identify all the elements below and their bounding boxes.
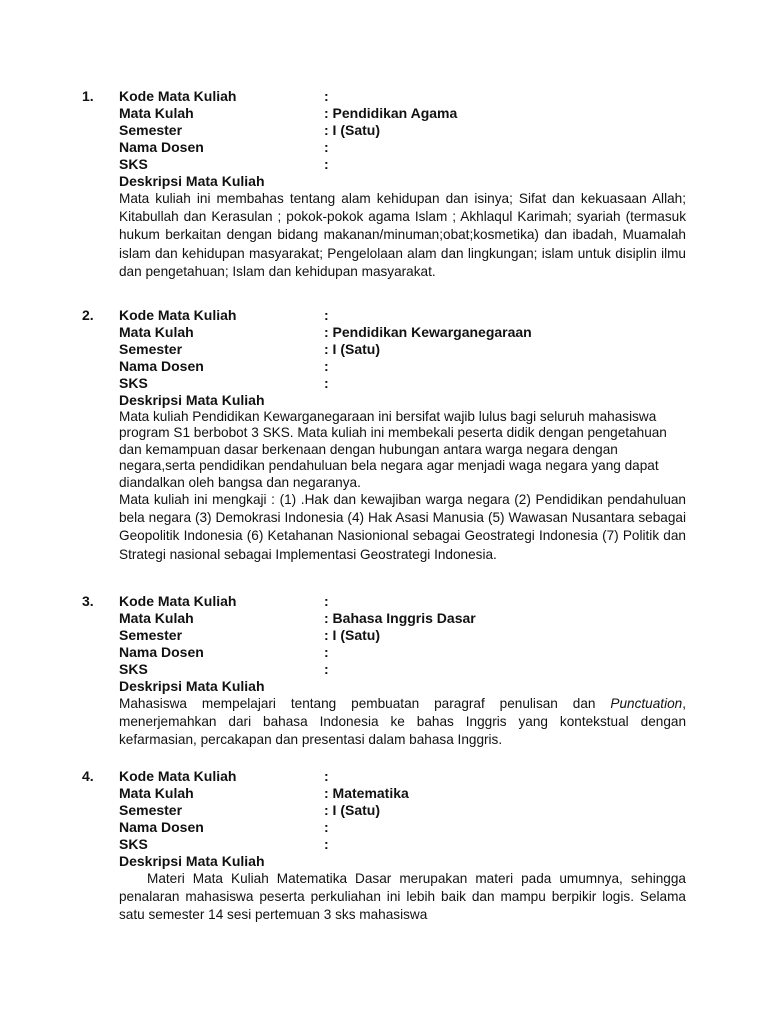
field-value-semester: : I (Satu) xyxy=(324,122,380,138)
description-title: Deskripsi Mata Kuliah xyxy=(119,173,265,189)
field-value-dosen: : xyxy=(324,644,329,660)
field-label-kode: Kode Mata Kuliah xyxy=(119,307,237,323)
field-kode-row xyxy=(119,768,686,785)
field-semester-row xyxy=(119,802,686,819)
field-label-sks: SKS xyxy=(119,836,148,852)
field-label-sks: SKS xyxy=(119,156,148,172)
field-kode-row xyxy=(119,593,686,610)
field-dosen-row xyxy=(119,644,686,661)
course-number: 3. xyxy=(82,593,94,609)
field-dosen-row xyxy=(119,139,686,156)
field-sks-row xyxy=(119,375,686,392)
course-number: 1. xyxy=(82,88,94,104)
field-dosen-row xyxy=(119,358,686,375)
field-value-semester: : I (Satu) xyxy=(324,802,380,818)
field-label-kode: Kode Mata Kuliah xyxy=(119,593,237,609)
field-sks-row xyxy=(119,156,686,173)
field-semester-row xyxy=(119,122,686,139)
field-value-sks: : xyxy=(324,156,329,172)
course-number: 4. xyxy=(82,768,94,784)
field-mata-row xyxy=(119,105,686,122)
field-value-sks: : xyxy=(324,375,329,391)
course-number: 2. xyxy=(82,307,94,323)
field-semester-row xyxy=(119,627,686,644)
field-label-mata: Mata Kulah xyxy=(119,105,194,121)
field-value-semester: : I (Satu) xyxy=(324,341,380,357)
field-mata-row xyxy=(119,785,686,802)
field-mata-row xyxy=(119,610,686,627)
paragraph-italic-term: Punctuation xyxy=(610,696,683,711)
field-label-semester: Semester xyxy=(119,802,183,818)
description-title: Deskripsi Mata Kuliah xyxy=(119,678,265,694)
field-value-kode: : xyxy=(324,307,329,323)
field-label-dosen: Nama Dosen xyxy=(119,819,204,835)
field-value-dosen: : xyxy=(324,819,329,835)
description-paragraph xyxy=(119,695,686,750)
field-label-semester: Semester xyxy=(119,627,183,643)
course-fields xyxy=(119,768,686,925)
course-fields xyxy=(119,593,686,750)
field-value-mata: : Pendidikan Kewarganegaraan xyxy=(324,324,532,340)
field-mata-row xyxy=(119,324,686,341)
field-label-dosen: Nama Dosen xyxy=(119,139,204,155)
description-title: Deskripsi Mata Kuliah xyxy=(119,853,265,869)
field-value-mata: : Pendidikan Agama xyxy=(324,105,458,121)
course-fields xyxy=(119,88,686,281)
field-value-mata: : Bahasa Inggris Dasar xyxy=(324,610,476,626)
field-value-semester: : I (Satu) xyxy=(324,627,380,643)
description-paragraph: Mata kuliah ini mengkaji : (1) .Hak dan kewajiban warga negara (2) Pendidikan pendahuluan bela negara (3) Demokrasi Indonesia (4) Hak Asasi Manusia (5) Wawasan Nusantara sebagai Geopolitik Indonesia (6) Ketahanan Nasionional sebagai Geostrategi Indonesia (7) Politik dan Strategi nasional sebagai Implementasi Geostrategi Indonesia. xyxy=(119,492,686,562)
field-value-kode: : xyxy=(324,768,329,784)
field-label-semester: Semester xyxy=(119,341,183,357)
field-value-mata: : Matematika xyxy=(324,785,409,801)
field-label-sks: SKS xyxy=(119,375,148,391)
field-label-dosen: Nama Dosen xyxy=(119,358,204,374)
paragraph-text-after: , menerjemahkan dari bahasa Indonesia ke bahas Inggris yang kontekstual dengan kefarmasian, percakapan dan presentasi dalam bahasa Inggris. xyxy=(119,696,686,748)
description-title: Deskripsi Mata Kuliah xyxy=(119,392,265,408)
paragraph-text-before: Mahasiswa mempelajari tentang pembuatan paragraf penulisan dan xyxy=(119,696,611,711)
field-value-kode: : xyxy=(324,88,329,104)
field-value-sks: : xyxy=(324,661,329,677)
description-paragraph: Mata kuliah Pendidikan Kewarganegaraan ini bersifat wajib lulus bagi seluruh mahasiswa program S1 berbobot 3 SKS. Mata kuliah ini membekali peserta didik dengan pengetahuan dan kemampuan dasar berkenaan dengan hubungan antara warga negara dengan negara,serta pendidikan pendahuluan bela negara agar menjadi waga negara yang dapat diandalkan oleh bangsa dan negaranya. xyxy=(119,409,667,490)
field-label-kode: Kode Mata Kuliah xyxy=(119,768,237,784)
field-value-dosen: : xyxy=(324,139,329,155)
field-value-dosen: : xyxy=(324,358,329,374)
field-label-sks: SKS xyxy=(119,661,148,677)
field-label-kode: Kode Mata Kuliah xyxy=(119,88,237,104)
course-fields xyxy=(119,307,686,564)
field-sks-row xyxy=(119,836,686,853)
field-value-sks: : xyxy=(324,836,329,852)
field-value-kode: : xyxy=(324,593,329,609)
field-label-dosen: Nama Dosen xyxy=(119,644,204,660)
field-label-mata: Mata Kulah xyxy=(119,324,194,340)
field-semester-row xyxy=(119,341,686,358)
description-paragraph: Mata kuliah ini membahas tentang alam kehidupan dan isinya; Sifat dan kekuasaan Allah; Kitabullah dan Kerasulan ; pokok-pokok agama Islam ; Akhlaqul Karimah; syariah (termasuk hukum berkaitan dengan bidang makanan/minuman;obat;kosmetika) dan ibadah, Muamalah islam dan kehidupan masyarakat; Pengelolaan alam dan lingkungan; islam untuk disiplin ilmu dan pengetahuan; Islam dan kehidupan masyarakat. xyxy=(119,191,686,279)
field-label-mata: Mata Kulah xyxy=(119,785,194,801)
description-paragraph: Materi Mata Kuliah Matematika Dasar merupakan materi pada umumnya, sehingga penalaran mahasiswa peserta perkuliahan ini lebih baik dan mampu berpikir logis. Selama satu semester 14 sesi pertemuan 3 sks mahasiswa xyxy=(119,871,686,923)
field-label-mata: Mata Kulah xyxy=(119,610,194,626)
field-label-semester: Semester xyxy=(119,122,183,138)
field-kode-row xyxy=(119,307,686,324)
field-sks-row xyxy=(119,661,686,678)
field-kode-row xyxy=(119,88,686,105)
field-dosen-row xyxy=(119,819,686,836)
